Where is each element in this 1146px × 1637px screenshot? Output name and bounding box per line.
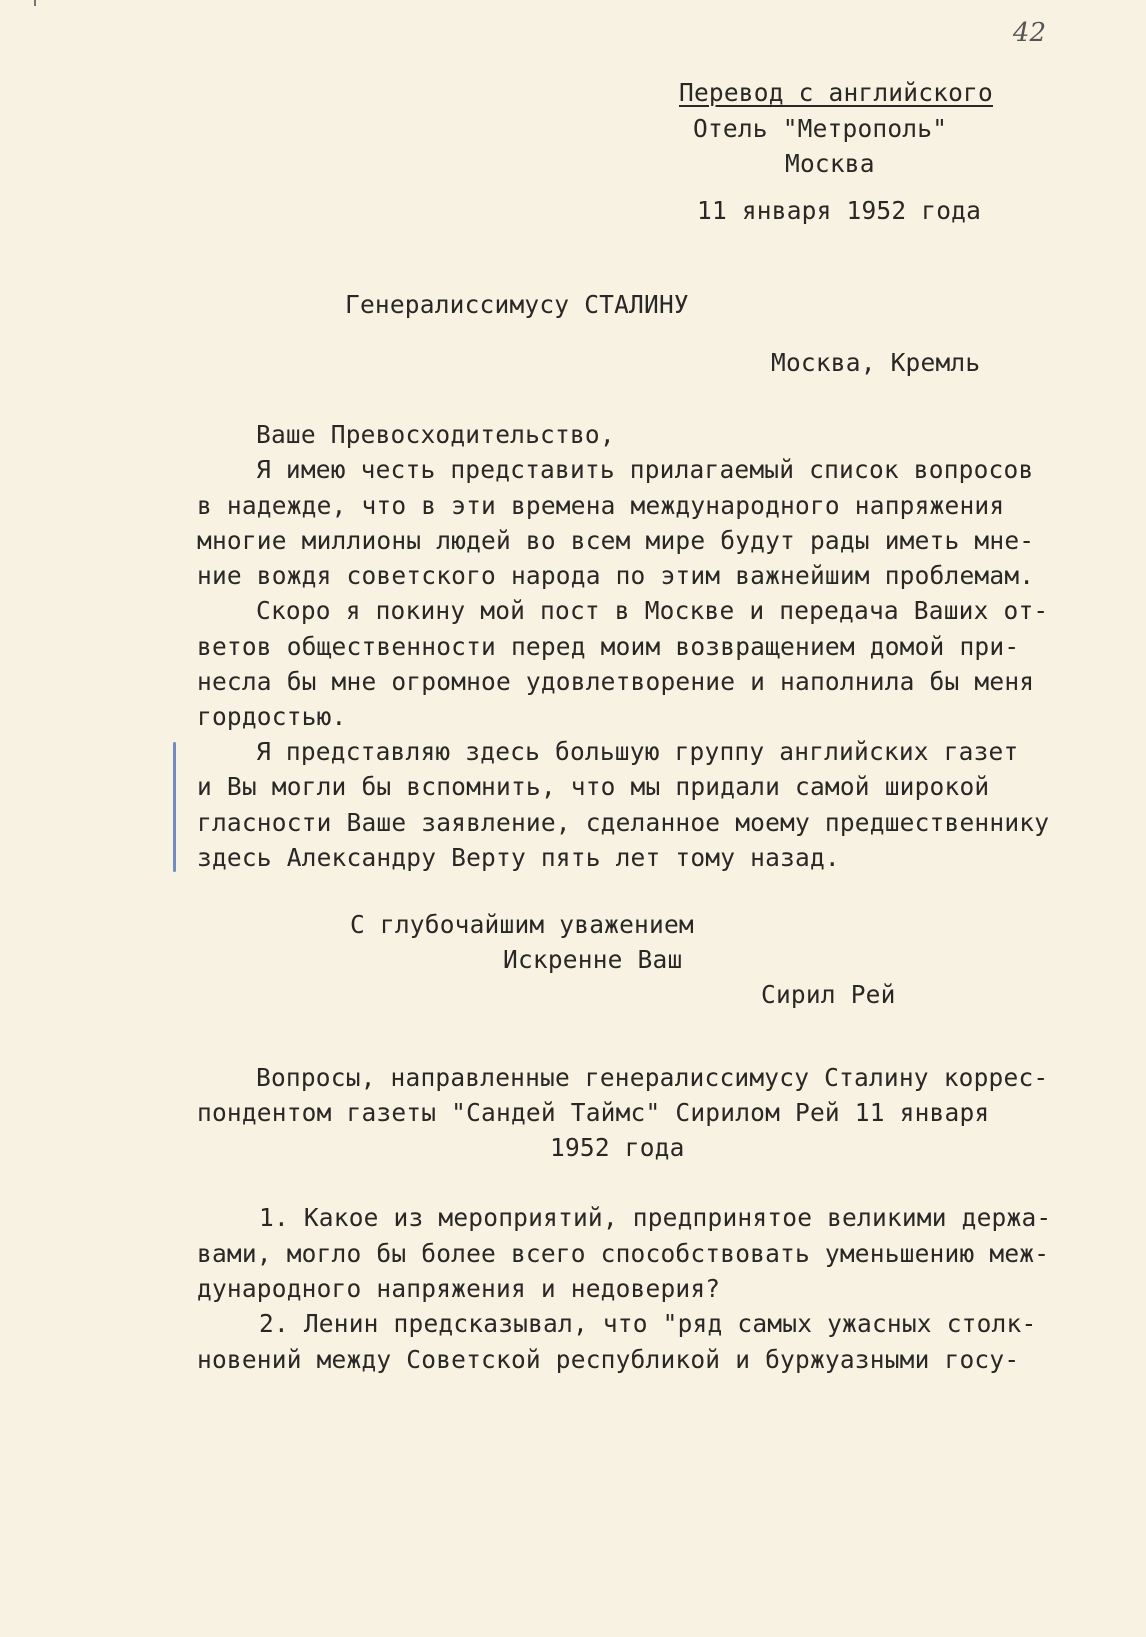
addressee-address: Москва, Кремль bbox=[771, 348, 981, 377]
question-line: 2. Ленин предсказывал, что "ряд самых ужасных столк- bbox=[259, 1309, 1037, 1338]
letter-line: многие миллионы людей во всем мире будут рады иметь мне- bbox=[197, 526, 1035, 555]
question-line: вами, могло бы более всего способствовать уменьшению меж- bbox=[197, 1239, 1050, 1268]
letter-line: в надежде, что в эти времена международного напряжения bbox=[197, 491, 1005, 520]
page-number: 42 bbox=[1012, 18, 1046, 48]
translation-note: Перевод с английского bbox=[679, 78, 993, 107]
letter-line: гордостью. bbox=[197, 702, 347, 731]
question-line: дународного напряжения и недоверия? bbox=[197, 1274, 721, 1303]
addressee-name: Генералиссимусу СТАЛИНУ bbox=[345, 290, 689, 319]
hotel-name: Отель "Метрополь" bbox=[693, 114, 948, 143]
margin-mark bbox=[173, 742, 176, 872]
edge-mark bbox=[34, 0, 36, 6]
letter-line: и Вы могли бы вспомнить, что мы придали самой широкой bbox=[197, 772, 990, 801]
questions-heading-line: Вопросы, направленные генералиссимусу Сталину коррес- bbox=[256, 1063, 1049, 1092]
letter-line: гласности Ваше заявление, сделанное моему предшественнику bbox=[197, 808, 1050, 837]
letter-date: 11 января 1952 года bbox=[697, 196, 982, 225]
question-line: новений между Советской республикой и буржуазными госу- bbox=[197, 1345, 1020, 1374]
closing-sincerely: Искренне Ваш bbox=[503, 945, 683, 974]
letter-line: ние вождя советского народа по этим важнейшим проблемам. bbox=[197, 561, 1035, 590]
letter-line: несла бы мне огромное удовлетворение и наполнила бы меня bbox=[197, 667, 1035, 696]
question-line: 1. Какое из мероприятий, предпринятое великими держа- bbox=[259, 1203, 1052, 1232]
city: Москва bbox=[785, 149, 875, 178]
questions-heading-line: пондентом газеты "Сандей Таймс" Сирилом Рей 11 января bbox=[197, 1098, 990, 1127]
salutation: Ваше Превосходительство, bbox=[256, 420, 615, 449]
signature: Сирил Рей bbox=[761, 980, 896, 1009]
letter-line: Я представляю здесь большую группу английских газет bbox=[256, 737, 1019, 766]
closing-regards: С глубочайшим уважением bbox=[350, 910, 694, 939]
letter-line: Я имею честь представить прилагаемый список вопросов bbox=[256, 455, 1034, 484]
questions-heading-line: 1952 года bbox=[550, 1133, 685, 1162]
letter-line: ветов общественности перед моим возвращением домой при- bbox=[197, 632, 1020, 661]
letter-line: здесь Александру Верту пять лет тому назад. bbox=[197, 843, 840, 872]
letter-line: Скоро я покину мой пост в Москве и передача Ваших от- bbox=[256, 596, 1049, 625]
